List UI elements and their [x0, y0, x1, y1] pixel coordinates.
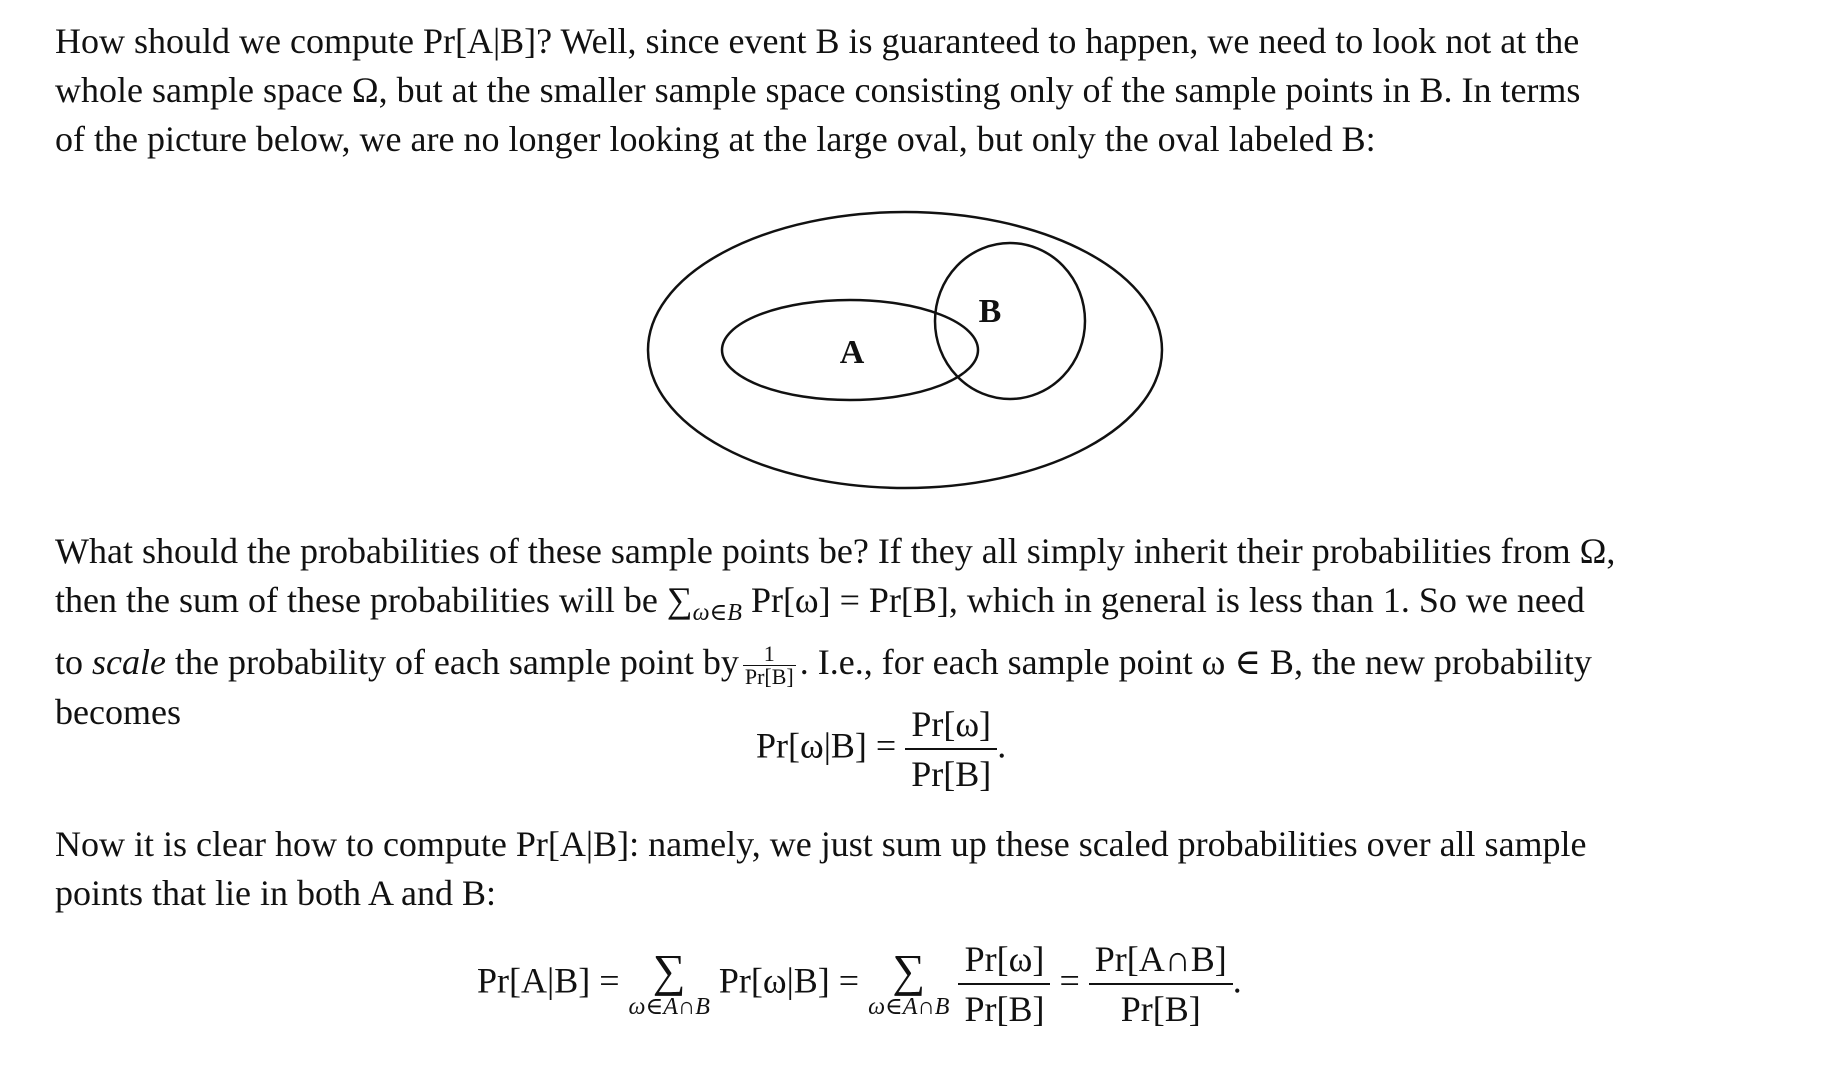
- text-line: of the picture below, we are no longer looking at the large oval, but only the oval labeled B:: [55, 119, 1376, 159]
- fraction-denominator: Pr[B]: [1120, 989, 1201, 1029]
- sigma-symbol: ∑: [652, 945, 686, 996]
- fraction-numerator: 1: [743, 643, 796, 666]
- sigma-symbol: ∑: [892, 945, 926, 996]
- sample-space-oval: [648, 212, 1162, 488]
- text-line: points that lie in both A and B:: [55, 873, 496, 913]
- fraction-numerator: Pr[A∩B]: [1089, 935, 1233, 985]
- paragraph-conditional: [55, 820, 1775, 918]
- sigma-subscript: ω∈A∩B: [868, 994, 950, 1020]
- label-b: B: [978, 293, 1002, 330]
- equation-middle: Pr[ω|B] =: [718, 960, 860, 1001]
- fraction-numerator: Pr[ω]: [958, 935, 1050, 985]
- label-a: A: [839, 334, 865, 371]
- fraction-denominator: Pr[B]: [744, 664, 794, 690]
- text-segment: then the sum of these probabilities will be: [55, 580, 667, 620]
- text-line: What should the probabilities of these sample points be? If they all simply inherit their probabilities from Ω,: [55, 531, 1616, 571]
- text-line: [55, 576, 1775, 638]
- equation-period: .: [997, 725, 1007, 766]
- equation-fraction: [958, 935, 1050, 1033]
- emphasis-scale: scale: [92, 642, 166, 682]
- fraction-denominator: Pr[B]: [964, 989, 1045, 1029]
- text-segment: to: [55, 642, 93, 682]
- fraction-denominator: Pr[B]: [911, 754, 992, 794]
- summation: [868, 945, 950, 1020]
- equation-fraction: [1089, 935, 1233, 1033]
- summation: [628, 945, 710, 1020]
- text-line: [55, 638, 1775, 688]
- text-line: whole sample space Ω, but at the smaller sample space consisting only of the sample points in B. In terms: [55, 70, 1581, 110]
- text-line: How should we compute Pr[A|B]? Well, since event B is guaranteed to happen, we need to look not at the: [55, 21, 1580, 61]
- equation-lhs: Pr[A|B] =: [477, 960, 620, 1001]
- inline-fraction: [743, 643, 796, 688]
- venn-diagram: [640, 205, 1170, 495]
- fraction-numerator: Pr[ω]: [905, 700, 997, 750]
- equation-lhs: Pr[ω|B] =: [756, 725, 897, 766]
- sigma-subscript: ω∈A∩B: [628, 994, 710, 1020]
- equation-fraction: [905, 700, 997, 798]
- text-segment: the probability of each sample point by: [165, 642, 739, 682]
- text-segment: . I.e., for each sample point ω ∈ B, the new probability: [799, 642, 1592, 682]
- text-line: Now it is clear how to compute Pr[A|B]: namely, we just sum up these scaled probabilities over all sample: [55, 824, 1587, 864]
- sum-symbol: ∑: [666, 580, 693, 620]
- oval-b: [935, 243, 1085, 399]
- text-segment: Pr[ω] = Pr[B], which in general is less than 1. So we need: [741, 580, 1585, 620]
- equation-conditional-probability: [477, 935, 1242, 1033]
- text-line: becomes: [55, 692, 181, 733]
- equation-scaled-probability: [756, 700, 1006, 798]
- sum-subscript: ω∈B: [692, 600, 742, 626]
- equals-sign: =: [1059, 960, 1080, 1001]
- equation-period: .: [1232, 960, 1242, 1001]
- paragraph-intro: [55, 17, 1775, 164]
